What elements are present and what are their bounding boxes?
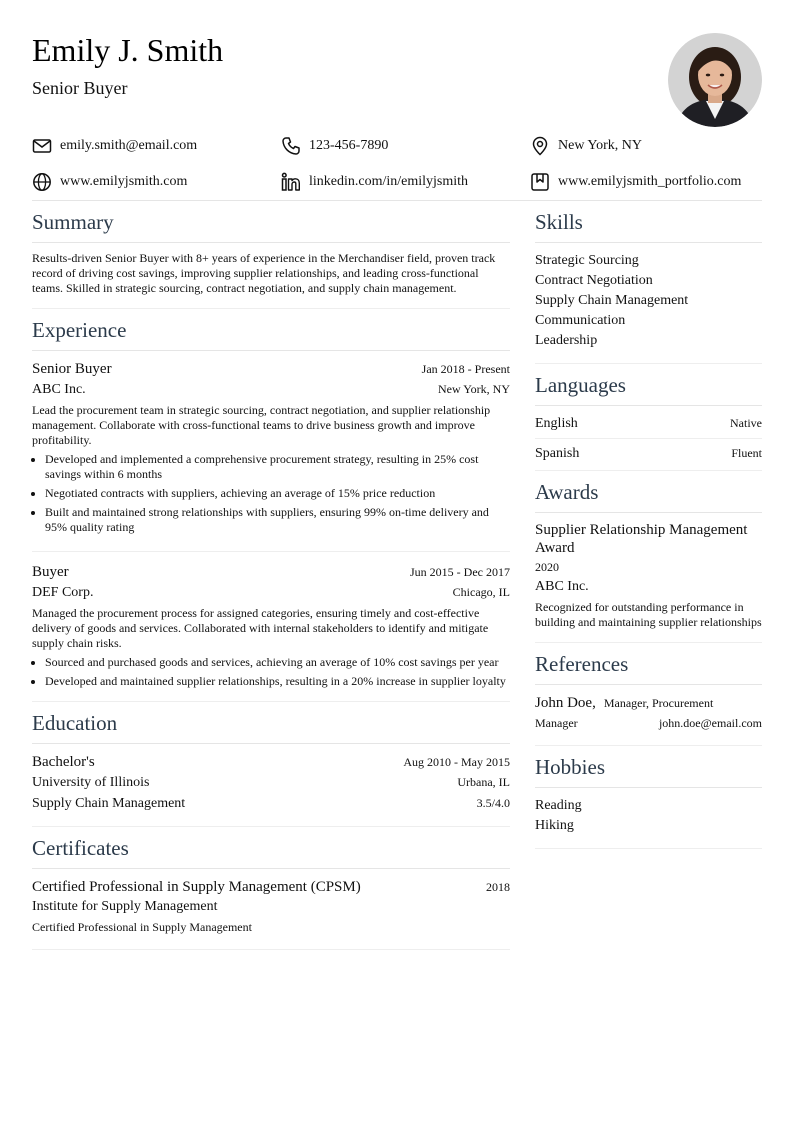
experience-heading: Experience xyxy=(32,309,510,351)
achievement-item: • Developed and maintained supplier relationships, resulting in a 20% increase in supplier loyalty xyxy=(45,674,510,689)
certificates-heading: Certificates xyxy=(32,827,510,869)
contact-website[interactable] xyxy=(32,172,281,192)
achievement-item: • Negotiated contracts with suppliers, achieving an average of 15% price reduction xyxy=(45,486,510,501)
experience-section xyxy=(32,309,510,702)
contact-linkedin-text: linkedin.com/in/emilyjsmith xyxy=(309,174,469,189)
phone-icon xyxy=(281,136,301,156)
school-location: Urbana, IL xyxy=(457,775,510,789)
gpa: 3.5/4.0 xyxy=(476,796,510,810)
summary-section xyxy=(32,201,510,309)
hobby-item: Reading xyxy=(535,798,582,813)
skill-item: Strategic Sourcing xyxy=(535,253,639,268)
job-dates: Jun 2015 - Dec 2017 xyxy=(410,565,510,579)
experience-entry xyxy=(32,562,510,697)
contact-phone[interactable] xyxy=(281,136,530,156)
contact-portfolio[interactable] xyxy=(530,172,762,192)
contact-phone-text: 123-456-7890 xyxy=(309,138,389,153)
certificate-title: Certified Professional in Supply Management (CPSM) xyxy=(32,879,361,895)
hobbies-heading: Hobbies xyxy=(535,746,762,788)
reference-relation: Manager xyxy=(535,716,578,730)
portfolio-bookmark-icon xyxy=(530,172,550,192)
job-achievements xyxy=(32,655,510,689)
contact-email[interactable] xyxy=(32,136,281,156)
references-heading: References xyxy=(535,643,762,685)
award-title: Supplier Relationship Management Award xyxy=(535,522,748,556)
resume-header xyxy=(32,0,762,132)
languages-heading: Languages xyxy=(535,364,762,406)
candidate-name: Emily J. Smith xyxy=(32,32,224,68)
reference-position: Manager, Procurement xyxy=(603,696,714,710)
awards-heading: Awards xyxy=(535,471,762,513)
job-company: DEF Corp. xyxy=(32,585,94,600)
field-of-study: Supply Chain Management xyxy=(32,796,186,811)
job-description: Lead the procurement team in strategic sourcing, contract negotiation, and supplier relationship management. Collaborate with cross-functional teams to drive business growth and improve profitability. xyxy=(32,403,491,447)
language-level: Native xyxy=(730,416,762,430)
skill-item: Supply Chain Management xyxy=(535,293,689,308)
candidate-title: Senior Buyer xyxy=(32,78,128,98)
job-title: Senior Buyer xyxy=(32,361,112,377)
achievement-item: • Sourced and purchased goods and services, achieving an average of 10% cost savings per year xyxy=(45,655,510,670)
language-row xyxy=(535,409,762,439)
contact-website-text: www.emilyjsmith.com xyxy=(60,174,188,189)
reference-email[interactable]: john.doe@email.com xyxy=(658,716,762,730)
award-organization: ABC Inc. xyxy=(535,579,589,594)
location-pin-icon xyxy=(530,136,550,156)
language-level: Fluent xyxy=(731,446,762,460)
awards-section xyxy=(535,471,762,643)
right-column xyxy=(535,201,762,950)
mail-icon xyxy=(32,136,52,156)
award-year: 2020 xyxy=(535,560,559,574)
job-location: Chicago, IL xyxy=(452,585,510,599)
reference-name: John Doe, xyxy=(535,695,596,711)
contact-portfolio-text: www.emilyjsmith_portfolio.com xyxy=(558,174,742,189)
certificate-year: 2018 xyxy=(486,880,510,894)
summary-heading: Summary xyxy=(32,201,510,243)
linkedin-icon xyxy=(281,172,301,192)
resume-columns xyxy=(32,201,762,950)
education-heading: Education xyxy=(32,702,510,744)
achievement-item: • Developed and implemented a comprehensive procurement strategy, resulting in 25% cost savings within 6 months xyxy=(45,452,510,482)
job-location: New York, NY xyxy=(437,382,510,396)
globe-icon xyxy=(32,172,52,192)
job-company: ABC Inc. xyxy=(32,382,86,397)
education-section xyxy=(32,702,510,827)
skill-item: Leadership xyxy=(535,333,598,348)
hobbies-section xyxy=(535,746,762,849)
job-description: Managed the procurement process for assigned categories, ensuring timely and cost-effective delivery of goods and services. Collaborated with internal stakeholders to identify and mitigate supply chain risks. xyxy=(32,606,489,650)
left-column xyxy=(32,201,510,950)
certificates-section xyxy=(32,827,510,950)
skills-heading: Skills xyxy=(535,201,762,243)
school: University of Illinois xyxy=(32,775,150,790)
experience-entry xyxy=(32,359,510,552)
portrait-photo xyxy=(668,33,762,127)
achievement-item: • Built and maintained strong relationships with suppliers, ensuring 99% on-time delivery and 95% quality rating xyxy=(45,505,510,535)
award-description: Recognized for outstanding performance in building and maintaining supplier relationships xyxy=(535,600,762,629)
certificate-description: Certified Professional in Supply Management xyxy=(32,920,252,934)
contact-grid xyxy=(32,132,762,200)
contact-email-text: emily.smith@email.com xyxy=(60,138,198,153)
job-title: Buyer xyxy=(32,564,69,580)
summary-text: Results-driven Senior Buyer with 8+ years of experience in the Merchandiser field, proven track record of driving cost savings, improving supplier relationships, and leading cross-functional teams. Skilled in strategic sourcing, contract negotiation, and supply chain management. xyxy=(32,251,496,295)
references-section xyxy=(535,643,762,746)
job-achievements xyxy=(32,452,510,535)
avatar xyxy=(668,33,762,127)
hobby-item: Hiking xyxy=(535,818,574,833)
education-dates: Aug 2010 - May 2015 xyxy=(403,755,510,769)
certificate-issuer: Institute for Supply Management xyxy=(32,899,218,914)
language-name: Spanish xyxy=(535,446,580,461)
skill-item: Communication xyxy=(535,313,626,328)
job-dates: Jan 2018 - Present xyxy=(421,362,510,376)
skill-item: Contract Negotiation xyxy=(535,273,653,288)
contact-linkedin[interactable] xyxy=(281,172,530,192)
language-row xyxy=(535,439,762,468)
language-name: English xyxy=(535,416,578,431)
languages-section xyxy=(535,364,762,471)
skills-section xyxy=(535,201,762,364)
contact-location xyxy=(530,136,762,156)
contact-location-text: New York, NY xyxy=(558,138,643,153)
degree: Bachelor's xyxy=(32,754,95,770)
